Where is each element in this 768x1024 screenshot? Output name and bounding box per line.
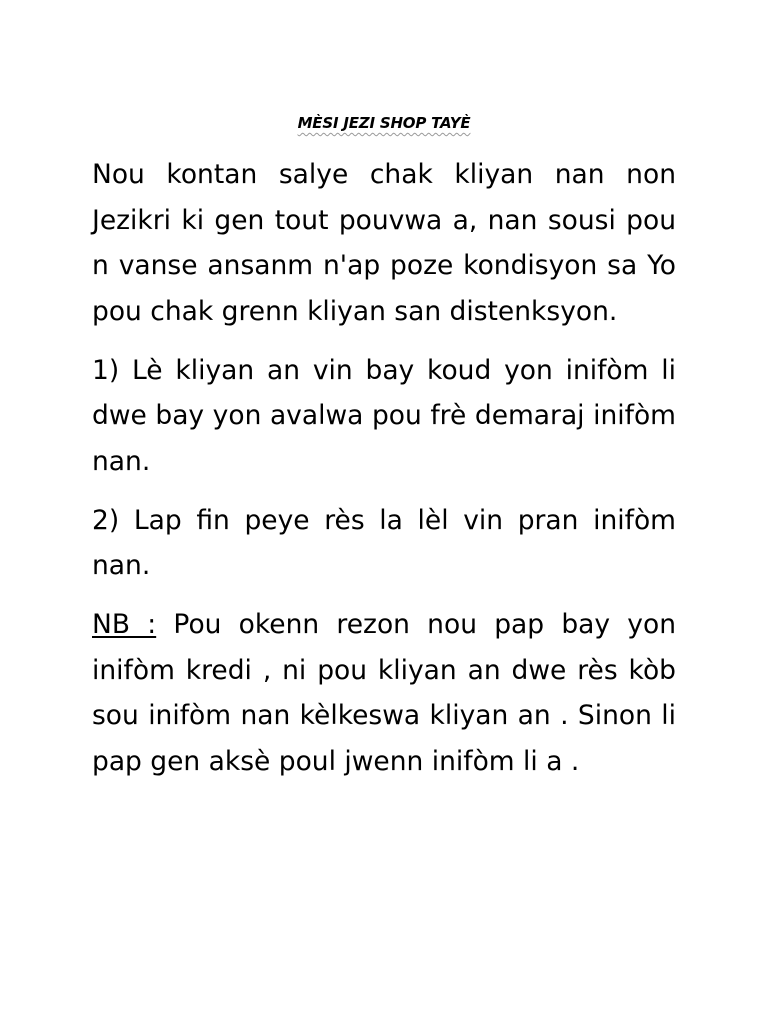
note-paragraph [92,602,676,784]
rule-1-paragraph: 1) Lè kliyan an vin bay koud yon inifòm li dwe bay yon avalwa pou frè demaraj inifòm nan. [92,354,676,477]
document-title [0,114,768,132]
note-text: Pou okenn rezon nou pap bay yon inifòm kredi , ni pou kliyan an dwe rès kòb sou inifòm nan kèlkeswa kliyan an . Sinon li pap gen aksè poul jwenn inifòm li a . [92,609,676,777]
document-body [92,152,676,798]
intro-paragraph: Nou kontan salye chak kliyan nan non Jezikri ki gen tout pouvwa a, nan sousi pou n vanse ansanm n'ap poze kondisyon sa Yo pou chak grenn kliyan san distenksyon. [92,159,676,327]
document-title-text: MÈSI JEZI SHOP TAYÈ [297,114,471,132]
note-label: NB : [92,609,157,640]
rule-2-paragraph: 2) Lap fin peye rès la lèl vin pran inifòm nan. [92,504,676,581]
